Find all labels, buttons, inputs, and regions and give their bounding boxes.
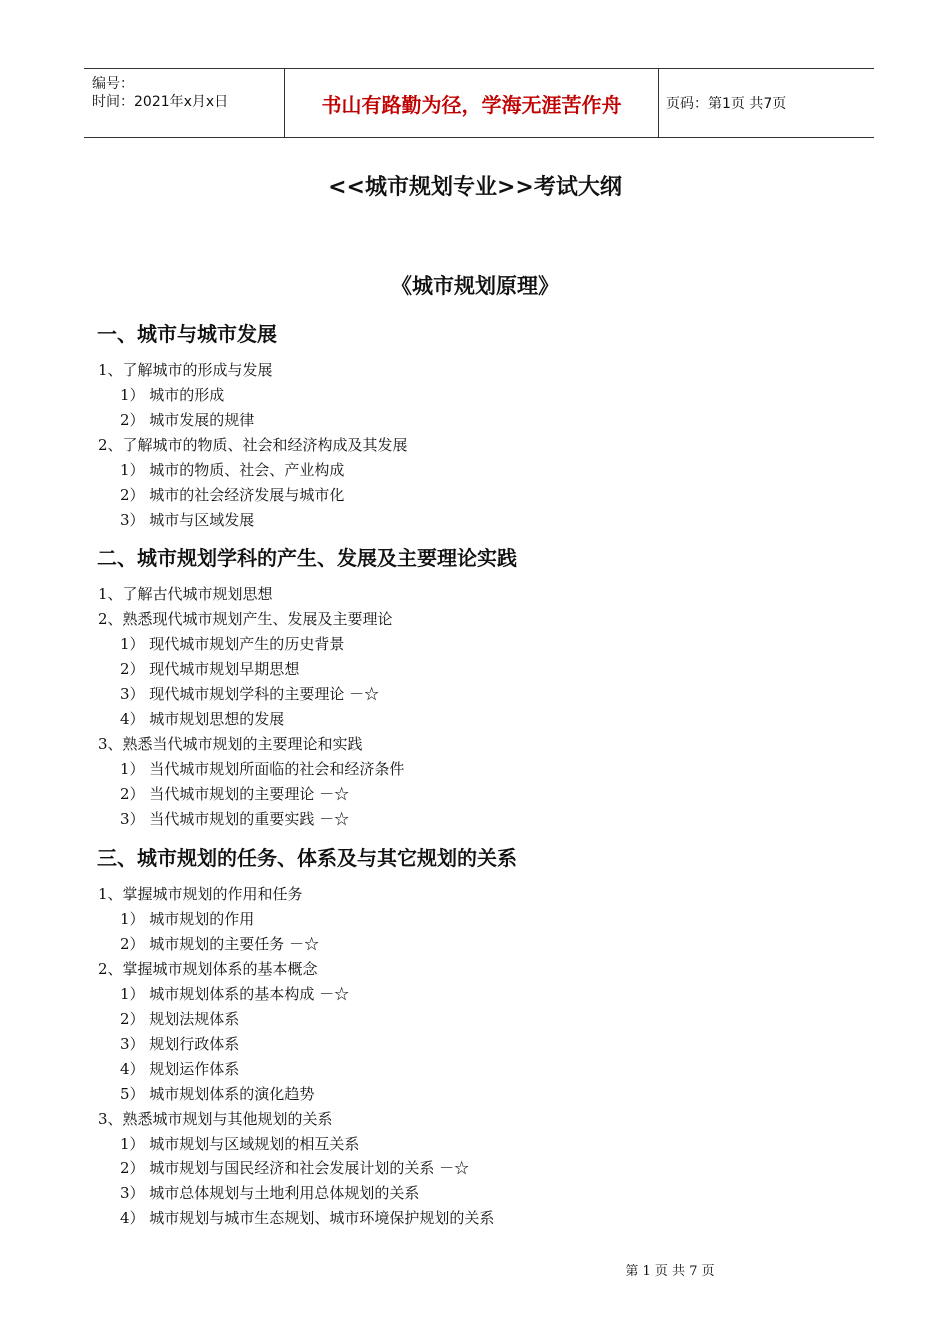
section-heading: 三、城市规划的任务、体系及与其它规划的关系	[97, 846, 517, 870]
header-motto: 书山有路勤为径，学海无涯苦作舟	[321, 92, 622, 117]
outline-subitem: 1） 城市的物质、社会、产业构成	[120, 460, 345, 479]
outline-subitem: 3） 现代城市规划学科的主要理论 －☆	[120, 684, 380, 703]
outline-subitem: 2） 现代城市规划早期思想	[120, 659, 300, 678]
outline-subitem: 2） 城市规划的主要任务 －☆	[120, 934, 320, 953]
outline-subitem: 1） 现代城市规划产生的历史背景	[120, 634, 345, 653]
outline-subitem: 1） 当代城市规划所面临的社会和经济条件	[120, 759, 405, 778]
outline-subitem: 1） 城市规划的作用	[120, 909, 255, 928]
outline-subitem: 2） 城市规划与国民经济和社会发展计划的关系 －☆	[120, 1159, 470, 1178]
outline-subitem: 4） 城市规划与城市生态规划、城市环境保护规划的关系	[120, 1209, 495, 1228]
document-subtitle: 《城市规划原理》	[391, 274, 559, 298]
outline-subitem: 5） 城市规划体系的演化趋势	[120, 1084, 315, 1103]
outline-item: 3、熟悉当代城市规划的主要理论和实践	[98, 734, 363, 753]
header-divider	[658, 69, 659, 137]
outline-item: 3、熟悉城市规划与其他规划的关系	[98, 1109, 333, 1128]
outline-item: 1、了解古代城市规划思想	[98, 585, 273, 603]
outline-subitem: 1） 城市规划体系的基本构成 －☆	[120, 984, 350, 1003]
outline-subitem: 4） 城市规划思想的发展	[120, 709, 285, 728]
document-title: <<城市规划专业>>考试大纲	[328, 175, 622, 200]
page-footer: 第 1 页 共 7 页	[625, 1264, 715, 1279]
outline-subitem: 2） 城市发展的规律	[120, 410, 255, 429]
outline-subitem: 1） 城市的形成	[120, 385, 225, 404]
outline-subitem: 3） 城市总体规划与土地利用总体规划的关系	[120, 1184, 420, 1203]
section-heading: 一、城市与城市发展	[97, 322, 277, 346]
outline-subitem: 2） 规划法规体系	[120, 1009, 240, 1028]
header-meta-cell	[84, 69, 284, 137]
header-table	[84, 68, 874, 138]
outline-subitem: 1） 城市规划与区域规划的相互关系	[120, 1134, 360, 1153]
outline-subitem: 3） 当代城市规划的重要实践 －☆	[120, 809, 350, 828]
outline-subitem: 3） 规划行政体系	[120, 1034, 240, 1053]
number-label: 编号：	[92, 76, 134, 92]
outline-item: 1、掌握城市规划的作用和任务	[98, 885, 303, 903]
time-label: 时间：2021年x月x日	[92, 94, 229, 110]
header-page-info: 页码：第1页 共7页	[666, 96, 787, 112]
outline-item: 2、掌握城市规划体系的基本概念	[98, 959, 318, 978]
outline-item: 2、了解城市的物质、社会和经济构成及其发展	[98, 435, 408, 454]
outline-subitem: 3） 城市与区域发展	[120, 510, 255, 529]
outline-subitem: 4） 规划运作体系	[120, 1059, 240, 1078]
outline-subitem: 2） 当代城市规划的主要理论 －☆	[120, 784, 350, 803]
outline-item: 2、熟悉现代城市规划产生、发展及主要理论	[98, 609, 393, 628]
section-heading: 二、城市规划学科的产生、发展及主要理论实践	[97, 546, 517, 570]
outline-item: 1、了解城市的形成与发展	[98, 361, 273, 379]
outline-subitem: 2） 城市的社会经济发展与城市化	[120, 485, 345, 504]
